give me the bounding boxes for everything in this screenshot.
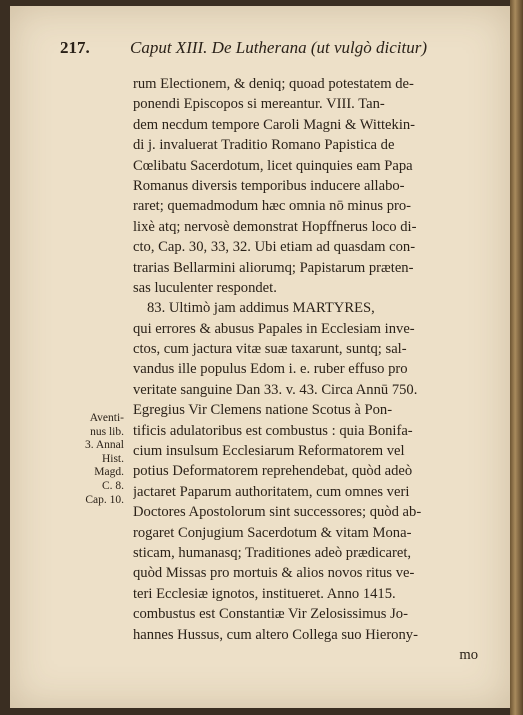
body-text [133,74,478,665]
marginal-note-line: C. 8. [101,479,124,492]
text-line: teri Ecclesiæ ignotos, institueret. Anno 1415. [133,585,396,602]
text-line: Doctores Apostolorum sint successores; quòd ab- [133,504,422,521]
text-line: sas luculenter respondet. [133,279,277,296]
text-line: jactaret Paparum authoritatem, cum omnes veri [133,483,410,500]
text-line: Romanus diversis temporibus inducere allabo- [133,177,405,194]
catchword-line: mo [459,646,478,663]
text-line: veritate sanguine Dan 33. v. 43. Circa Annū 750. [133,381,418,398]
text-line: ponendi Episcopos si mereantur. VIII. Tan- [133,96,385,113]
text-line: tificis adulatoribus est combustus : quia Bonifa- [133,422,413,439]
marginal-note-line: 3. Annal [85,439,124,452]
text-line: rum Electionem, & deniq; quoad potestatem de- [133,76,414,92]
text-line: raret; quemadmodum hæc omnia nō minus pro- [133,198,412,215]
marginal-note-line: Hist. [101,452,124,465]
book-gutter [510,0,523,715]
marginal-note-line: Magd. [94,466,124,479]
page-header [60,38,480,68]
text-line: sticam, humanasq; Traditiones adeò prædicaret, [133,544,412,561]
marginal-notes [58,412,124,507]
paragraph-start-line: 83. Ultimò jam addimus MARTYRES, [147,300,375,317]
marginal-note-line: Aventi- [89,412,124,424]
text-line: ctos, cum jactura vitæ suæ taxarunt, suntq; sal- [133,341,407,358]
text-line: di j. invaluerat Traditio Romano Papistica de [133,137,395,154]
text-line: lixè atq; nervosè demonstrat Hopffnerus loco di- [133,218,417,235]
text-line: combustus est Constantiæ Vir Zelosissimus Jo- [133,606,408,623]
text-line: hannes Hussus, cum altero Collega suo Hierony- [133,626,418,643]
text-line: cium insulsum Ecclesiarum Reformatorem vel [133,443,405,460]
text-line: dem necdum tempore Caroli Magni & Wittekin- [133,116,416,133]
text-line: Egregius Vir Clemens natione Scotus à Pon- [133,402,393,419]
marginal-note-line: Cap. 10. [85,493,124,506]
text-line: rogaret Conjugium Sacerdotum & vitam Mona- [133,524,412,541]
text-line: quòd Missas pro mortuis & alios novos ritus ve- [133,565,415,582]
page-number: 217. [60,38,90,57]
text-line: trarias Bellarmini aliorumq; Papistarum præten- [133,259,414,276]
running-title: Caput XIII. De Lutherana (ut vulgò dicitur) [130,38,427,57]
text-line: vandus ille populus Edom i. e. ruber effuso pro [133,361,408,378]
text-line: Cœlibatu Sacerdotum, licet quinquies eam Papa [133,157,413,174]
text-line: cto, Cap. 30, 33, 32. Ubi etiam ad quasdam con- [133,239,416,256]
text-line: qui errores & abusus Papales in Ecclesiam inve- [133,320,415,337]
marginal-note-line: nus lib. [90,425,124,438]
text-line: potius Deformatorem reprehendebat, quòd adeò [133,463,413,480]
